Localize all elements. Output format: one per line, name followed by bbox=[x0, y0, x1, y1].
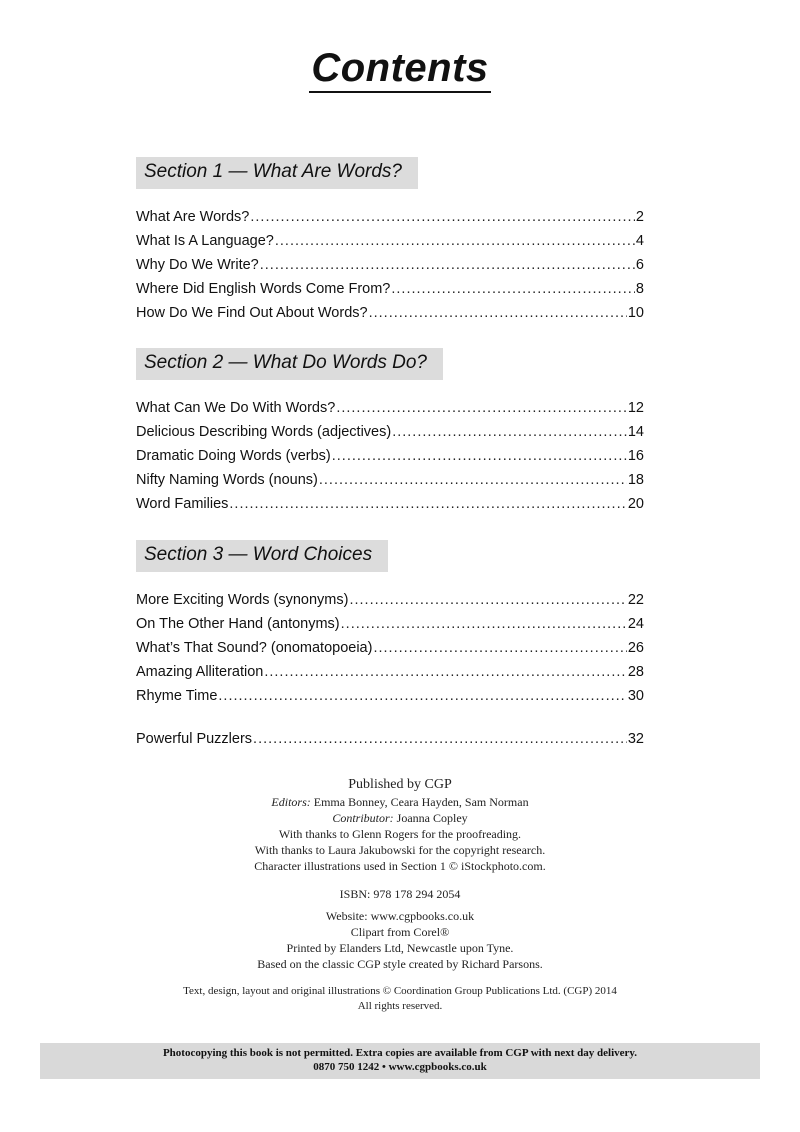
toc-entry[interactable] bbox=[136, 400, 644, 424]
rights-notice: All rights reserved. bbox=[357, 1000, 443, 1012]
copyright-notice: Text, design, layout and original illustrations © Coordination Group Publications Ltd. (CGP) 2014 bbox=[183, 985, 617, 997]
toc-entry-title: What’s That Sound? (onomatopoeia) bbox=[136, 640, 373, 656]
toc-entry-page: 16 bbox=[627, 448, 644, 464]
photocopy-notice-banner bbox=[40, 1043, 760, 1079]
toc-entry-title: What Is A Language? bbox=[136, 233, 274, 249]
clipart-credit: Clipart from Corel® bbox=[350, 925, 450, 939]
thanks-proofreading: With thanks to Glenn Rogers for the proofreading. bbox=[278, 827, 522, 841]
toc-entry-title: Powerful Puzzlers bbox=[136, 731, 253, 747]
toc-entry-title: What Are Words? bbox=[136, 209, 250, 225]
toc-entry-title: More Exciting Words (synonyms) bbox=[136, 592, 349, 608]
contact-line: 0870 750 1242 • www.cgpbooks.co.uk bbox=[313, 1061, 487, 1073]
section-heading: Section 1 — What Are Words? bbox=[136, 157, 418, 189]
toc-entry-title: Word Families bbox=[136, 496, 229, 512]
dot-leader bbox=[275, 233, 635, 249]
toc-entry-title: On The Other Hand (antonyms) bbox=[136, 616, 340, 632]
toc-entry-title: How Do We Find Out About Words? bbox=[136, 305, 368, 321]
toc-entry-page: 6 bbox=[635, 257, 644, 273]
editors-label: Editors: bbox=[271, 795, 311, 809]
page-title-text: Contents bbox=[309, 46, 490, 93]
dot-leader bbox=[332, 448, 627, 464]
toc-entry-page: 32 bbox=[627, 731, 644, 747]
isbn: ISBN: 978 178 294 2054 bbox=[339, 887, 461, 901]
toc-entry-page: 28 bbox=[627, 664, 644, 680]
section-heading: Section 2 — What Do Words Do? bbox=[136, 348, 443, 380]
toc-entry-page: 4 bbox=[635, 233, 644, 249]
dot-leader bbox=[218, 688, 626, 704]
contributor-line bbox=[0, 810, 800, 826]
toc-entry-page: 18 bbox=[627, 472, 644, 488]
website: Website: www.cgpbooks.co.uk bbox=[325, 909, 475, 923]
section-2 bbox=[136, 348, 644, 520]
toc-entry[interactable] bbox=[136, 616, 644, 640]
printer-credit: Printed by Elanders Ltd, Newcastle upon Tyne. bbox=[286, 941, 514, 955]
toc-entry-page: 26 bbox=[627, 640, 644, 656]
dot-leader bbox=[349, 592, 626, 608]
illustrations-credit: Character illustrations used in Section 1 © iStockphoto.com. bbox=[254, 859, 546, 873]
toc-entry[interactable] bbox=[136, 305, 644, 329]
toc-entry[interactable] bbox=[136, 472, 644, 496]
toc-entry-page: 30 bbox=[627, 688, 644, 704]
publication-credits bbox=[0, 776, 800, 1014]
toc-entry[interactable] bbox=[136, 448, 644, 472]
toc-entry-title: Rhyme Time bbox=[136, 688, 218, 704]
dot-leader bbox=[250, 209, 635, 225]
thanks-copyright: With thanks to Laura Jakubowski for the copyright research. bbox=[254, 843, 546, 857]
editors-line bbox=[0, 794, 800, 810]
toc-entry-title: Why Do We Write? bbox=[136, 257, 259, 273]
dot-leader bbox=[373, 640, 626, 656]
dot-leader bbox=[341, 616, 627, 632]
toc-entry-page: 10 bbox=[627, 305, 644, 321]
section-heading: Section 3 — Word Choices bbox=[136, 540, 388, 572]
section-3 bbox=[136, 540, 644, 712]
contributor-label: Contributor: bbox=[332, 811, 394, 825]
published-by: Published by CGP bbox=[348, 777, 452, 792]
dot-leader bbox=[369, 305, 627, 321]
toc-entry[interactable] bbox=[136, 688, 644, 712]
section-1 bbox=[136, 157, 644, 329]
toc-entry-title: Nifty Naming Words (nouns) bbox=[136, 472, 318, 488]
toc-entry[interactable] bbox=[136, 640, 644, 664]
toc-entry[interactable] bbox=[136, 233, 644, 257]
toc-entry[interactable] bbox=[136, 592, 644, 616]
extra-section bbox=[136, 731, 644, 755]
toc-entry-title: Delicious Describing Words (adjectives) bbox=[136, 424, 392, 440]
toc-entry-page: 22 bbox=[627, 592, 644, 608]
dot-leader bbox=[253, 731, 627, 747]
dot-leader bbox=[336, 400, 627, 416]
contributor-name: Joanna Copley bbox=[396, 811, 468, 825]
dot-leader bbox=[392, 424, 627, 440]
toc-entry-puzzlers[interactable] bbox=[136, 731, 644, 755]
dot-leader bbox=[319, 472, 627, 488]
toc-entry-title: Where Did English Words Come From? bbox=[136, 281, 391, 297]
toc-entry-page: 14 bbox=[627, 424, 644, 440]
toc-entry-title: Dramatic Doing Words (verbs) bbox=[136, 448, 331, 464]
toc-entry-title: Amazing Alliteration bbox=[136, 664, 264, 680]
photocopy-notice: Photocopying this book is not permitted. Extra copies are available from CGP with next day delivery. bbox=[162, 1047, 638, 1059]
dot-leader bbox=[264, 664, 627, 680]
toc-entry[interactable] bbox=[136, 664, 644, 688]
toc-entry[interactable] bbox=[136, 209, 644, 233]
toc-entry-page: 2 bbox=[635, 209, 644, 225]
dot-leader bbox=[260, 257, 635, 273]
toc-entry-title: What Can We Do With Words? bbox=[136, 400, 336, 416]
toc-entry[interactable] bbox=[136, 281, 644, 305]
toc-entry[interactable] bbox=[136, 424, 644, 448]
toc-entry[interactable] bbox=[136, 496, 644, 520]
toc-entry-page: 24 bbox=[627, 616, 644, 632]
toc-entry-page: 12 bbox=[627, 400, 644, 416]
dot-leader bbox=[391, 281, 635, 297]
style-credit: Based on the classic CGP style created by Richard Parsons. bbox=[257, 957, 543, 971]
toc-entry[interactable] bbox=[136, 257, 644, 281]
toc-entry-page: 8 bbox=[635, 281, 644, 297]
dot-leader bbox=[229, 496, 626, 512]
editors-names: Emma Bonney, Ceara Hayden, Sam Norman bbox=[313, 795, 529, 809]
toc-entry-page: 20 bbox=[627, 496, 644, 512]
page-title bbox=[0, 46, 800, 91]
